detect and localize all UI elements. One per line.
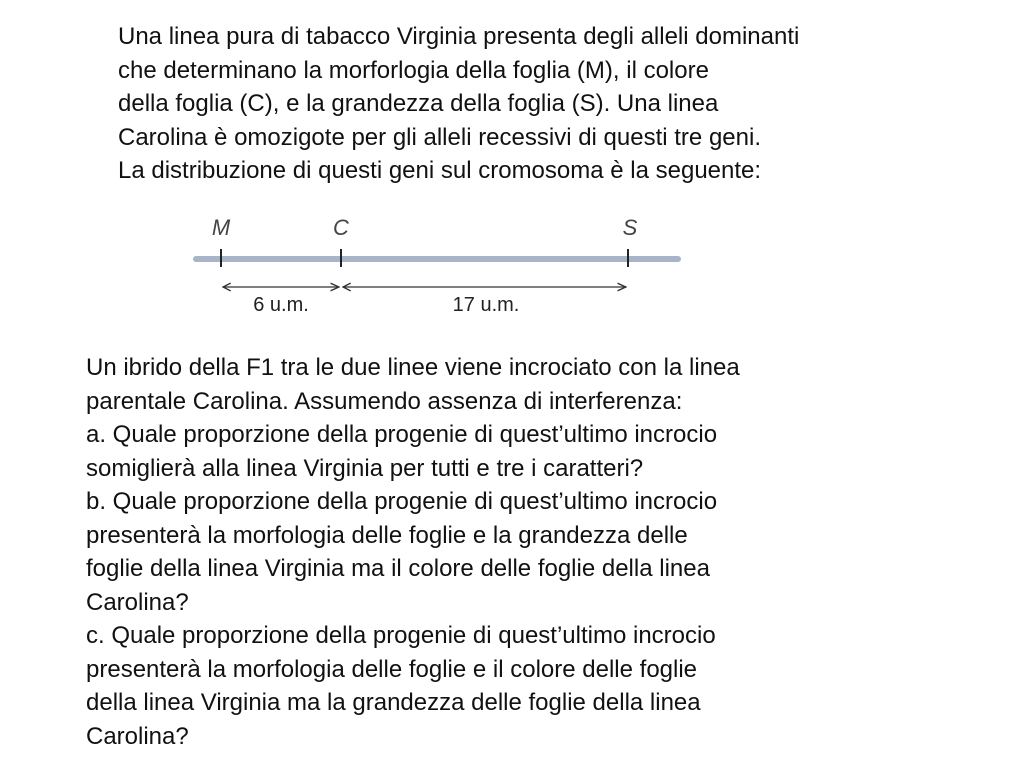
intro-line-2: che determinano la morforlogia della foglia (M), il colore [118, 56, 709, 84]
distance-label-M-C: 6 u.m. [253, 294, 309, 316]
question-line-4: somiglierà alla linea Virginia per tutti e tre i caratteri? [86, 454, 644, 482]
gene-label-M: M [211, 215, 231, 240]
gene-label-C: C [333, 215, 349, 240]
question-line-9: c. Quale proporzione della progenie di quest’ultimo incrocio [86, 622, 716, 649]
gene-label-S: S [622, 215, 638, 240]
intro-line-3: della foglia (C), e la grandezza della foglia (S). Una linea [118, 90, 719, 117]
question-line-6: presenterà la morfologia delle foglie e la grandezza delle [86, 521, 688, 549]
question-line-2: parentale Carolina. Assumendo assenza di interferenza: [86, 387, 683, 415]
question-line-7: foglie della linea Virginia ma il colore delle foglie della linea [86, 555, 710, 582]
intro-line-1: Una linea pura di tabacco Virginia presenta degli alleli dominanti [118, 23, 800, 50]
questions-paragraph [86, 351, 986, 753]
intro-line-5: La distribuzione di questi geni sul cromosoma è la seguente: [118, 157, 762, 184]
question-line-1: Un ibrido della F1 tra le due linee viene incrociato con la linea [86, 354, 740, 381]
question-line-10: presenterà la morfologia delle foglie e il colore delle foglie [86, 655, 698, 683]
question-line-3: a. Quale proporzione della progenie di quest’ultimo incrocio [86, 421, 718, 448]
gene-map [190, 205, 730, 330]
intro-paragraph [118, 20, 998, 188]
question-line-12: Carolina? [86, 722, 189, 750]
question-line-8: Carolina? [86, 588, 189, 616]
question-line-5: b. Quale proporzione della progenie di quest’ultimo incrocio [86, 488, 718, 515]
question-line-11: della linea Virginia ma la grandezza delle foglie della linea [86, 689, 701, 716]
intro-line-4: Carolina è omozigote per gli alleli recessivi di questi tre geni. [118, 123, 761, 151]
distance-label-C-S: 17 u.m. [452, 294, 520, 316]
